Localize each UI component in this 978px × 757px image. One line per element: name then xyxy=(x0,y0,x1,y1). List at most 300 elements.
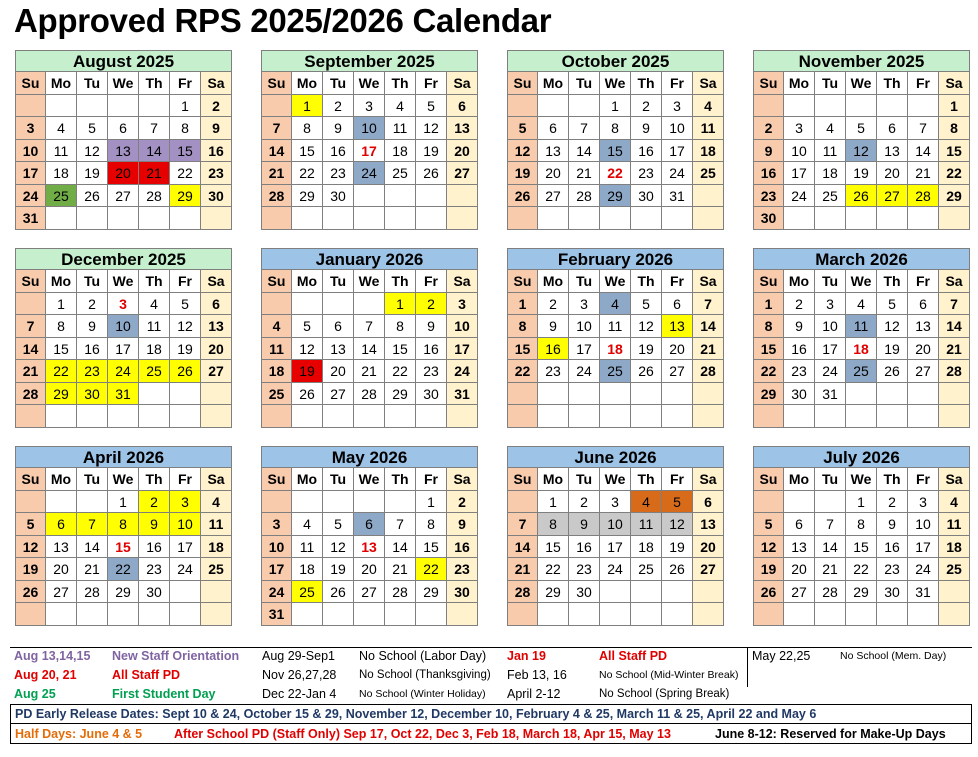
weekday-header: Su xyxy=(261,468,292,491)
legend-early-release: PD Early Release Dates: Sept 10 & 24, October 15 & 29, November 12, December 10, February 4 & 25, March 11 & 25, April 22 and May 6 xyxy=(15,707,817,721)
day-cell: 8 xyxy=(46,315,77,338)
day-cell: 28 xyxy=(569,185,600,208)
day-cell: 30 xyxy=(753,207,784,230)
empty-cell xyxy=(877,603,908,626)
empty-cell xyxy=(846,207,877,230)
day-cell: 28 xyxy=(261,185,292,208)
day-cell: 5 xyxy=(846,117,877,140)
day-cell: 13 xyxy=(323,338,354,361)
day-cell: 24 xyxy=(908,558,939,581)
weekday-header: Sa xyxy=(201,72,232,95)
day-cell: 20 xyxy=(693,536,724,559)
day-cell: 1 xyxy=(292,95,323,118)
empty-cell xyxy=(354,185,385,208)
day-cell: 2 xyxy=(323,95,354,118)
month-title: August 2025 xyxy=(15,50,232,72)
weekday-header: Mo xyxy=(538,72,569,95)
day-cell: 8 xyxy=(846,513,877,536)
day-cell: 1 xyxy=(385,293,416,316)
empty-cell xyxy=(201,405,232,428)
day-cell: 20 xyxy=(662,338,693,361)
day-cell: 25 xyxy=(600,360,631,383)
day-cell: 20 xyxy=(877,162,908,185)
empty-cell xyxy=(815,207,846,230)
day-cell: 5 xyxy=(77,117,108,140)
day-cell: 8 xyxy=(753,315,784,338)
day-cell: 11 xyxy=(261,338,292,361)
day-cell: 23 xyxy=(877,558,908,581)
weekday-header: Tu xyxy=(569,270,600,293)
empty-cell xyxy=(693,185,724,208)
day-cell: 19 xyxy=(877,338,908,361)
weekday-header: Th xyxy=(631,468,662,491)
day-cell: 27 xyxy=(908,360,939,383)
weekday-header: Th xyxy=(631,270,662,293)
day-cell: 13 xyxy=(908,315,939,338)
day-cell: 17 xyxy=(447,338,478,361)
month-card xyxy=(507,50,724,230)
day-cell: 15 xyxy=(46,338,77,361)
day-cell: 14 xyxy=(939,315,970,338)
month-title: June 2026 xyxy=(507,446,724,468)
day-cell: 24 xyxy=(170,558,201,581)
weekday-header: Mo xyxy=(292,72,323,95)
day-cell: 21 xyxy=(569,162,600,185)
weekday-header: Th xyxy=(877,270,908,293)
weekday-header: We xyxy=(600,72,631,95)
weekday-header: Su xyxy=(261,72,292,95)
day-cell: 15 xyxy=(600,140,631,163)
empty-cell xyxy=(416,405,447,428)
day-cell: 2 xyxy=(538,293,569,316)
weekday-header: Fr xyxy=(416,72,447,95)
day-cell: 24 xyxy=(15,185,46,208)
weekday-header: Fr xyxy=(170,270,201,293)
day-cell: 18 xyxy=(693,140,724,163)
empty-cell xyxy=(600,383,631,406)
day-cell: 7 xyxy=(693,293,724,316)
empty-cell xyxy=(815,491,846,514)
month-title: March 2026 xyxy=(753,248,970,270)
empty-cell xyxy=(753,603,784,626)
weekday-header: Fr xyxy=(908,270,939,293)
day-cell: 26 xyxy=(877,360,908,383)
weekday-header: Sa xyxy=(939,270,970,293)
day-cell: 25 xyxy=(631,558,662,581)
weekday-header: Su xyxy=(15,270,46,293)
weekday-header: Mo xyxy=(46,270,77,293)
empty-cell xyxy=(385,491,416,514)
day-cell: 23 xyxy=(753,185,784,208)
day-cell: 16 xyxy=(753,162,784,185)
empty-cell xyxy=(662,383,693,406)
day-cell: 21 xyxy=(385,558,416,581)
weekday-header: Fr xyxy=(170,72,201,95)
day-cell: 26 xyxy=(416,162,447,185)
day-cell: 20 xyxy=(108,162,139,185)
day-cell: 29 xyxy=(753,383,784,406)
day-cell: 21 xyxy=(261,162,292,185)
day-cell: 6 xyxy=(201,293,232,316)
empty-cell xyxy=(46,603,77,626)
legend-memorial-label: No School (Mem. Day) xyxy=(840,650,947,662)
day-cell: 24 xyxy=(447,360,478,383)
day-cell: 3 xyxy=(170,491,201,514)
day-cell: 1 xyxy=(538,491,569,514)
day-cell: 2 xyxy=(139,491,170,514)
empty-cell xyxy=(447,405,478,428)
empty-cell xyxy=(507,207,538,230)
day-cell: 19 xyxy=(753,558,784,581)
day-cell: 2 xyxy=(201,95,232,118)
day-cell: 11 xyxy=(139,315,170,338)
day-cell: 14 xyxy=(15,338,46,361)
day-cell: 3 xyxy=(600,491,631,514)
empty-cell xyxy=(139,207,170,230)
weekday-header: Tu xyxy=(815,270,846,293)
day-cell: 23 xyxy=(416,360,447,383)
month-day-grid xyxy=(753,270,970,428)
day-cell: 7 xyxy=(15,315,46,338)
day-cell: 5 xyxy=(662,491,693,514)
day-cell: 21 xyxy=(354,360,385,383)
month-card xyxy=(507,446,724,626)
legend-winter-dates: Dec 22-Jan 4 xyxy=(262,687,337,701)
weekday-header: Sa xyxy=(693,468,724,491)
legend-orientation-label: New Staff Orientation xyxy=(112,649,240,663)
day-cell: 30 xyxy=(447,581,478,604)
empty-cell xyxy=(600,405,631,428)
day-cell: 30 xyxy=(416,383,447,406)
day-cell: 5 xyxy=(170,293,201,316)
day-cell: 15 xyxy=(846,536,877,559)
day-cell: 21 xyxy=(908,162,939,185)
day-cell: 31 xyxy=(15,207,46,230)
day-cell: 6 xyxy=(46,513,77,536)
weekday-header: Mo xyxy=(292,270,323,293)
legend-jan-pd-label: All Staff PD xyxy=(599,649,668,663)
empty-cell xyxy=(77,491,108,514)
day-cell: 6 xyxy=(693,491,724,514)
empty-cell xyxy=(354,207,385,230)
empty-cell xyxy=(538,405,569,428)
day-cell: 8 xyxy=(507,315,538,338)
day-cell: 20 xyxy=(323,360,354,383)
day-cell: 11 xyxy=(693,117,724,140)
legend-after-school-pd: After School PD (Staff Only) Sep 17, Oct 22, Dec 3, Feb 18, March 18, Apr 15, May 13 xyxy=(174,727,671,741)
day-cell: 3 xyxy=(354,95,385,118)
day-cell: 29 xyxy=(46,383,77,406)
empty-cell xyxy=(877,405,908,428)
weekday-header: Su xyxy=(261,270,292,293)
day-cell: 25 xyxy=(139,360,170,383)
empty-cell xyxy=(385,405,416,428)
empty-cell xyxy=(908,95,939,118)
legend-top-rule xyxy=(10,647,972,707)
month-card xyxy=(261,446,478,626)
day-cell: 9 xyxy=(784,315,815,338)
month-card xyxy=(261,248,478,428)
day-cell: 4 xyxy=(846,293,877,316)
empty-cell xyxy=(815,95,846,118)
day-cell: 17 xyxy=(261,558,292,581)
weekday-header: Su xyxy=(15,468,46,491)
day-cell: 16 xyxy=(569,536,600,559)
empty-cell xyxy=(46,405,77,428)
day-cell: 12 xyxy=(323,536,354,559)
weekday-header: Fr xyxy=(662,468,693,491)
empty-cell xyxy=(292,603,323,626)
day-cell: 22 xyxy=(416,558,447,581)
weekday-header: Th xyxy=(385,270,416,293)
day-cell: 20 xyxy=(538,162,569,185)
day-cell: 3 xyxy=(15,117,46,140)
day-cell: 7 xyxy=(354,315,385,338)
day-cell: 25 xyxy=(201,558,232,581)
empty-cell xyxy=(908,383,939,406)
day-cell: 18 xyxy=(815,162,846,185)
day-cell: 18 xyxy=(600,338,631,361)
day-cell: 21 xyxy=(815,558,846,581)
empty-cell xyxy=(569,207,600,230)
day-cell: 17 xyxy=(108,338,139,361)
day-cell: 10 xyxy=(15,140,46,163)
day-cell: 27 xyxy=(784,581,815,604)
empty-cell xyxy=(385,185,416,208)
day-cell: 12 xyxy=(292,338,323,361)
day-cell: 3 xyxy=(261,513,292,536)
day-cell: 29 xyxy=(292,185,323,208)
weekday-header: We xyxy=(600,270,631,293)
day-cell: 6 xyxy=(538,117,569,140)
page-title: Approved RPS 2025/2026 Calendar xyxy=(14,2,552,39)
day-cell: 19 xyxy=(662,536,693,559)
empty-cell xyxy=(569,95,600,118)
empty-cell xyxy=(631,581,662,604)
day-cell: 6 xyxy=(354,513,385,536)
day-cell: 27 xyxy=(46,581,77,604)
weekday-header: We xyxy=(354,468,385,491)
empty-cell xyxy=(323,207,354,230)
day-cell: 5 xyxy=(877,293,908,316)
day-cell: 16 xyxy=(784,338,815,361)
empty-cell xyxy=(784,207,815,230)
empty-cell xyxy=(631,383,662,406)
empty-cell xyxy=(292,491,323,514)
month-card xyxy=(261,50,478,230)
day-cell: 13 xyxy=(538,140,569,163)
day-cell: 28 xyxy=(815,581,846,604)
day-cell: 26 xyxy=(292,383,323,406)
day-cell: 8 xyxy=(939,117,970,140)
empty-cell xyxy=(139,603,170,626)
legend-thanks-dates: Nov 26,27,28 xyxy=(262,668,337,682)
day-cell: 13 xyxy=(447,117,478,140)
day-cell: 22 xyxy=(385,360,416,383)
day-cell: 20 xyxy=(908,338,939,361)
weekday-header: Mo xyxy=(784,468,815,491)
empty-cell xyxy=(631,405,662,428)
day-cell: 22 xyxy=(507,360,538,383)
empty-cell xyxy=(846,603,877,626)
day-cell: 14 xyxy=(507,536,538,559)
empty-cell xyxy=(170,383,201,406)
empty-cell xyxy=(139,95,170,118)
day-cell: 23 xyxy=(323,162,354,185)
day-cell: 30 xyxy=(877,581,908,604)
empty-cell xyxy=(77,95,108,118)
day-cell: 21 xyxy=(77,558,108,581)
month-card xyxy=(15,446,232,626)
day-cell: 17 xyxy=(170,536,201,559)
empty-cell xyxy=(170,603,201,626)
weekday-header: Fr xyxy=(416,270,447,293)
empty-cell xyxy=(15,491,46,514)
weekday-header: Mo xyxy=(46,72,77,95)
day-cell: 11 xyxy=(292,536,323,559)
weekday-header: Mo xyxy=(46,468,77,491)
month-card xyxy=(753,248,970,428)
day-cell: 28 xyxy=(507,581,538,604)
day-cell: 3 xyxy=(569,293,600,316)
day-cell: 18 xyxy=(292,558,323,581)
weekday-header: Sa xyxy=(693,270,724,293)
weekday-header: We xyxy=(600,468,631,491)
weekday-header: Sa xyxy=(939,468,970,491)
day-cell: 26 xyxy=(170,360,201,383)
day-cell: 2 xyxy=(77,293,108,316)
legend-first-day-date: Aug 25 xyxy=(14,687,56,701)
legend-first-day-label: First Student Day xyxy=(112,687,216,701)
day-cell: 29 xyxy=(108,581,139,604)
day-cell: 3 xyxy=(908,491,939,514)
weekday-header: We xyxy=(354,270,385,293)
day-cell: 24 xyxy=(569,360,600,383)
day-cell: 9 xyxy=(753,140,784,163)
day-cell: 16 xyxy=(538,338,569,361)
empty-cell xyxy=(908,405,939,428)
day-cell: 22 xyxy=(939,162,970,185)
day-cell: 20 xyxy=(784,558,815,581)
day-cell: 17 xyxy=(354,140,385,163)
day-cell: 22 xyxy=(108,558,139,581)
day-cell: 6 xyxy=(323,315,354,338)
day-cell: 29 xyxy=(170,185,201,208)
month-day-grid xyxy=(261,270,478,428)
day-cell: 8 xyxy=(538,513,569,536)
day-cell: 28 xyxy=(939,360,970,383)
day-cell: 23 xyxy=(569,558,600,581)
day-cell: 24 xyxy=(784,185,815,208)
day-cell: 28 xyxy=(15,383,46,406)
empty-cell xyxy=(108,207,139,230)
legend-divider xyxy=(747,647,748,687)
day-cell: 10 xyxy=(108,315,139,338)
day-cell: 22 xyxy=(292,162,323,185)
weekday-header: Sa xyxy=(939,72,970,95)
day-cell: 26 xyxy=(15,581,46,604)
day-cell: 14 xyxy=(261,140,292,163)
day-cell: 13 xyxy=(108,140,139,163)
day-cell: 19 xyxy=(170,338,201,361)
legend-labor-dates: Aug 29-Sep1 xyxy=(262,649,335,663)
day-cell: 17 xyxy=(15,162,46,185)
day-cell: 26 xyxy=(631,360,662,383)
weekday-header: Fr xyxy=(908,72,939,95)
legend-pd-dates: Aug 20, 21 xyxy=(14,668,77,682)
day-cell: 9 xyxy=(139,513,170,536)
day-cell: 8 xyxy=(292,117,323,140)
day-cell: 18 xyxy=(201,536,232,559)
empty-cell xyxy=(170,405,201,428)
day-cell: 16 xyxy=(201,140,232,163)
empty-cell xyxy=(447,603,478,626)
empty-cell xyxy=(292,405,323,428)
day-cell: 4 xyxy=(939,491,970,514)
empty-cell xyxy=(569,603,600,626)
day-cell: 12 xyxy=(631,315,662,338)
day-cell: 14 xyxy=(815,536,846,559)
empty-cell xyxy=(538,383,569,406)
day-cell: 13 xyxy=(662,315,693,338)
day-cell: 23 xyxy=(201,162,232,185)
day-cell: 19 xyxy=(15,558,46,581)
empty-cell xyxy=(507,405,538,428)
empty-cell xyxy=(201,581,232,604)
empty-cell xyxy=(139,383,170,406)
day-cell: 21 xyxy=(693,338,724,361)
day-cell: 29 xyxy=(385,383,416,406)
day-cell: 27 xyxy=(538,185,569,208)
empty-cell xyxy=(354,293,385,316)
empty-cell xyxy=(507,383,538,406)
day-cell: 6 xyxy=(447,95,478,118)
weekday-header: Su xyxy=(753,270,784,293)
empty-cell xyxy=(46,491,77,514)
day-cell: 2 xyxy=(631,95,662,118)
day-cell: 5 xyxy=(416,95,447,118)
empty-cell xyxy=(538,603,569,626)
day-cell: 15 xyxy=(538,536,569,559)
empty-cell xyxy=(846,383,877,406)
day-cell: 24 xyxy=(600,558,631,581)
day-cell: 18 xyxy=(139,338,170,361)
legend-orientation-dates: Aug 13,14,15 xyxy=(14,649,91,663)
day-cell: 15 xyxy=(108,536,139,559)
day-cell: 11 xyxy=(815,140,846,163)
empty-cell xyxy=(201,603,232,626)
month-day-grid xyxy=(261,468,478,626)
empty-cell xyxy=(662,581,693,604)
day-cell: 18 xyxy=(261,360,292,383)
day-cell: 30 xyxy=(139,581,170,604)
day-cell: 2 xyxy=(447,491,478,514)
day-cell: 27 xyxy=(662,360,693,383)
day-cell: 1 xyxy=(939,95,970,118)
empty-cell xyxy=(15,95,46,118)
weekday-header: Mo xyxy=(784,270,815,293)
weekday-header: Sa xyxy=(693,72,724,95)
empty-cell xyxy=(170,581,201,604)
empty-cell xyxy=(385,207,416,230)
weekday-header: Su xyxy=(753,72,784,95)
weekday-header: Tu xyxy=(569,468,600,491)
legend-thanks-label: No School (Thanksgiving) xyxy=(359,669,491,681)
day-cell: 21 xyxy=(507,558,538,581)
day-cell: 22 xyxy=(846,558,877,581)
empty-cell xyxy=(108,405,139,428)
day-cell: 9 xyxy=(201,117,232,140)
